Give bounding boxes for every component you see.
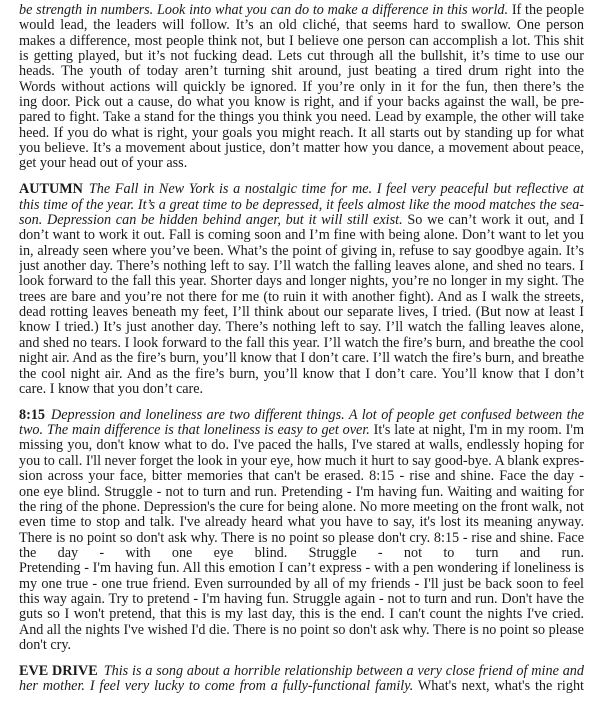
- section-heading: AUTUMN: [19, 182, 83, 198]
- lyric-text: missing you, don't know what to do. I've paced the halls, I've stared at walls, endlessly hoping for: [19, 438, 584, 454]
- text-line: [19, 336, 584, 351]
- lyric-text: What's next, what's the right: [413, 679, 584, 695]
- italic-intro-text: This is a song about a horrible relationship between a very close friend of mine and: [103, 663, 584, 679]
- lyric-text: There is no point so don't ask why. There is no point so please don't cry. 8:15 - rise and shine. Face: [19, 530, 584, 546]
- text-line: [19, 423, 584, 438]
- text-line: [19, 485, 584, 500]
- text-line: [19, 290, 584, 305]
- text-line: [19, 141, 584, 156]
- lyric-text: in, already seen where you’ve been. What’s the point of giving in, refuse to say goodbye again. It’s: [19, 243, 584, 259]
- text-line: [19, 305, 584, 320]
- lyric-text: the ring of the phone. Depression's the cure for being alone. No more meeting on the front walk, not: [19, 498, 584, 515]
- lyric-text: makes a difference, most people think not, but I believe one person can accomplish a lot. This shit: [19, 33, 584, 49]
- section-autumn: [19, 182, 584, 397]
- section-heading: 8:15: [19, 407, 46, 423]
- text-line: [19, 64, 584, 79]
- lyric-text: Words without actions will quickly be ignored. If you’re only in it for the fun, then there’s the: [19, 79, 584, 95]
- text-line: [19, 515, 584, 530]
- text-line: [19, 244, 584, 259]
- section-8-15: [19, 408, 584, 654]
- text-line: [19, 182, 584, 197]
- text-line: [19, 156, 584, 171]
- text-line: [19, 259, 584, 274]
- lyric-text: one eye blind. Struggle - not to turn and run. Pretending - I'm having fun. Waiting and waiting for: [19, 484, 584, 500]
- lyric-text: you to call. I'll never forget the look in your eye, how much it hurt to say good-bye. A blank expres-: [19, 452, 585, 469]
- text-line: [19, 607, 584, 622]
- italic-intro-text: son. Depression can be hidden behind anger, but it will still exist.: [19, 213, 403, 229]
- lyric-text: If the people: [508, 3, 584, 18]
- text-line: [19, 228, 584, 243]
- text-line: [19, 638, 584, 653]
- text-line: [19, 49, 584, 64]
- lyric-text: just another day. There’s nothing left to say. I’ll watch the falling leaves alone, and shed no tears. I: [19, 259, 584, 275]
- lyric-text: care. I know that you don’t care.: [19, 380, 204, 397]
- lyric-text: don't cry.: [19, 636, 72, 653]
- italic-intro-text: this time of the year. It’s a great time to be depressed, it feels almost like the mood matches the sea-: [19, 197, 584, 213]
- text-line: [19, 351, 584, 366]
- lyric-text: It's late at night, I'm in my room. I'm: [369, 423, 584, 439]
- italic-intro-text: The Fall in New York is a nostalgic time for me. I feel very peaceful but reflective at: [88, 182, 584, 198]
- lyric-text: ing door. Pick out a cause, do what you know is right, and if your backs against the wall, be pre-: [19, 95, 584, 111]
- lyric-text: look forward to the fall this year. Shorter days and longer nights, you’re no longer in my sight. The: [19, 274, 584, 290]
- lyric-text: heads. The youth of today aren’t turning shit around, just beating a tired drum right into the: [19, 64, 584, 80]
- lyric-text: trees are bare and you’re not there for me (to ruin it with another fight). And as I walk the streets,: [19, 289, 584, 305]
- lyric-text: and shed no tears. I look forward to the fall this year. I’ll watch the fire’s burn, and breathe the cool: [19, 335, 584, 351]
- italic-intro-text: be strength in numbers. Look into what you can do to make a difference in this world.: [19, 3, 509, 18]
- text-line: [19, 561, 584, 576]
- text-line: [19, 679, 584, 694]
- lyric-text: get your head out of your ass.: [19, 155, 188, 172]
- lyric-text: heed. If you do what is right, your goals you might reach. It all starts out by standing up for what: [19, 125, 584, 141]
- italic-intro-text: her mother. I feel very lucky to come from a fully-functional family.: [19, 679, 414, 695]
- text-line: [19, 320, 584, 335]
- lyric-text: pared to fight. Take a stand for the things you think you need. Lead by example, the other will take: [19, 110, 584, 126]
- section-heading: EVE DRIVE: [19, 663, 98, 679]
- lyric-text: sion across your face, bitter memories that can't be erased. 8:15 - rise and shine. Face the day -: [19, 469, 584, 485]
- lyric-text: So we can’t work it out, and I: [402, 213, 584, 229]
- lyric-text: And all the nights I've wished I'd die. There is no point so don't ask why. There is no point so please: [19, 621, 584, 638]
- italic-intro-text: Depression and loneliness are two different things. A lot of people get confused between the: [51, 407, 584, 423]
- text-line: [19, 274, 584, 289]
- text-line: [19, 546, 584, 561]
- text-line: [19, 126, 584, 141]
- text-line: [19, 367, 584, 382]
- section-intro: [19, 3, 584, 172]
- text-line: [19, 577, 584, 592]
- lyric-text: Pretending - I'm having fun. All this emotion I can’t express - with a pen wondering if loneliness is: [19, 561, 584, 577]
- text-line: [19, 3, 584, 18]
- text-line: [19, 382, 584, 397]
- section-eve-drive: [19, 664, 584, 695]
- lyric-text: night air. And as the fire’s burn, you’ll know that I don’t care. I’ll watch the fire’s burn, and breathe: [19, 351, 584, 367]
- lyric-text: the cool night air. And as the fire’s burn, you’ll know that I don’t care. You’ll know that I don’t: [19, 366, 584, 382]
- text-line: [19, 408, 584, 423]
- lyric-text: my one true - one true friend. Even surrounded by all of my friends - I'll just be back soon to feel: [19, 576, 584, 592]
- lyric-text: this way again. Try to pretend - I'm having fun. Struggle again - not to turn and run. Don't have the: [19, 591, 584, 607]
- lyric-text: you believe. It’s a movement about justice, don’t matter how you dance, a movement about peace,: [19, 141, 584, 157]
- italic-intro-text: two. The main difference is that loneliness is easy to get over.: [19, 423, 370, 439]
- text-line: [19, 664, 584, 679]
- text-line: [19, 34, 584, 49]
- lyric-text: the day - with one eye blind. Struggle - not to turn and run.: [19, 545, 584, 561]
- text-line: [19, 198, 584, 213]
- lyric-text: dead rotting leaves beneath my feet, I’ll think about our separate lives, I tried. (But now at least I: [19, 305, 584, 321]
- text-line: [19, 531, 584, 546]
- text-line: [19, 498, 584, 515]
- text-line: [19, 469, 584, 484]
- lyric-text: don’t want to work it out. Fall is coming soon and I’m fine with being alone. Don’t want to let you: [19, 228, 584, 244]
- text-line: [19, 18, 584, 33]
- text-line: [19, 452, 585, 469]
- lyric-text: know I tried.) It’s just another day. There’s nothing left to say. I’ll watch the falling leaves alone,: [19, 320, 584, 336]
- lyric-text: guts so I won't pretend, that this is my last day, this is the end. I can't count the nights I've cried.: [19, 607, 584, 623]
- text-line: [19, 438, 584, 453]
- lyric-text: even time to stop and talk. I've already heard what you have to say, it's lost its meaning anyway.: [19, 515, 584, 531]
- text-line: [19, 95, 584, 110]
- lyric-text: is getting played, but it’s not fucking dead. Lets cut through all the bullshit, it’s time to use our: [19, 49, 584, 65]
- text-line: [19, 213, 584, 228]
- text-line: [19, 621, 584, 638]
- text-line: [19, 110, 584, 125]
- lyric-text: would lead, the leaders will follow. It’s an old cliché, that seems hard to swallow. One person: [19, 18, 584, 34]
- text-line: [19, 80, 584, 95]
